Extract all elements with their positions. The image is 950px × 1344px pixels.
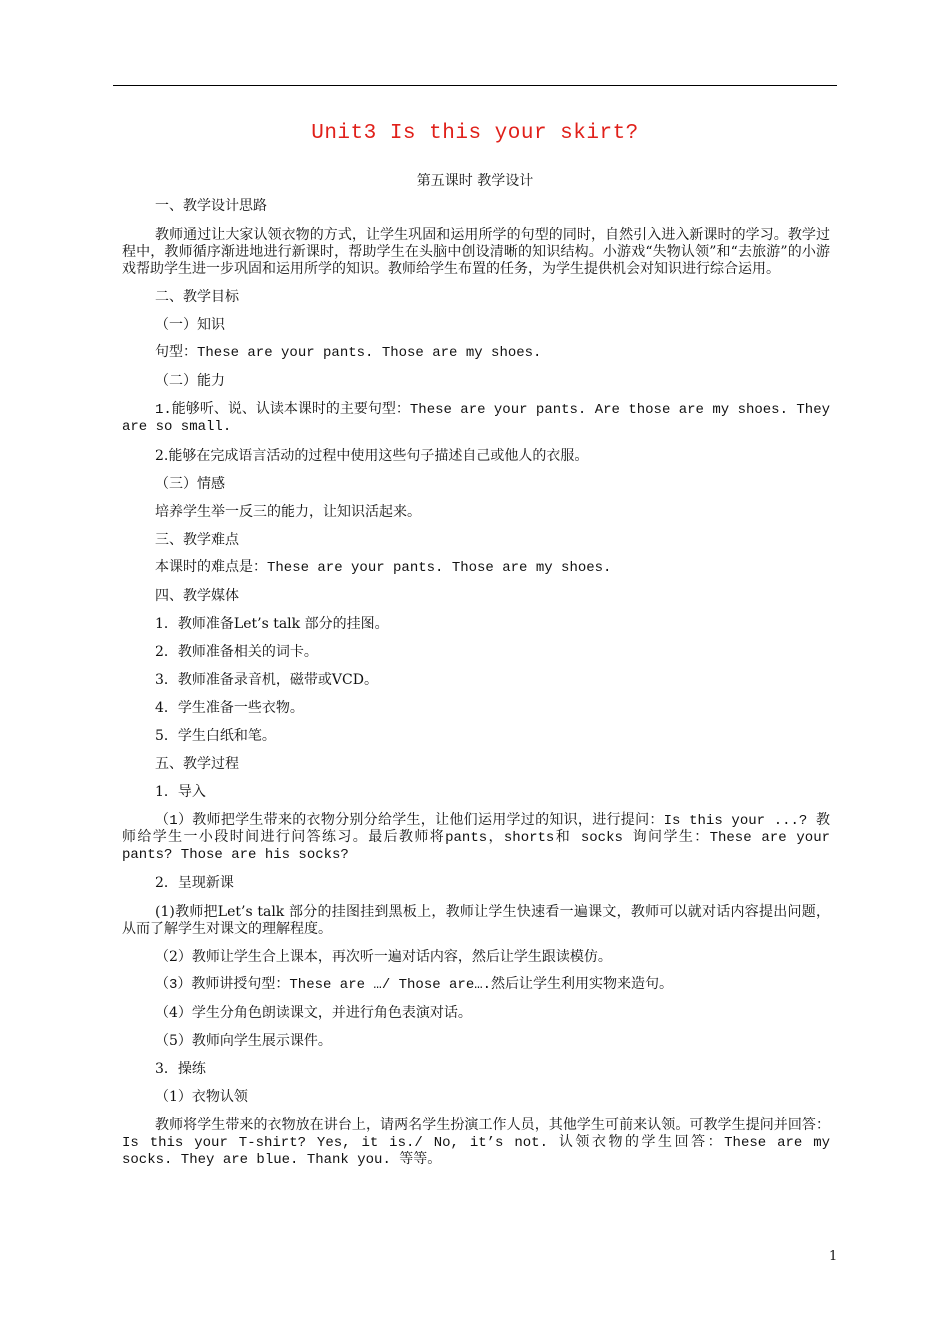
body-paragraph: 本课时的难点是：These are your pants. Those are my shoes.	[155, 560, 612, 576]
body-paragraph: 培养学生举一反三的能力，让知识活起来。	[155, 504, 421, 520]
step-heading: 3．操练	[155, 1061, 206, 1077]
list-item: 5．学生白纸和笔。	[155, 728, 276, 744]
list-item: 3．教师准备录音机，磁带或VCD。	[155, 672, 378, 688]
page-number: 1	[829, 1249, 838, 1264]
list-item: （5）教师向学生展示课件。	[155, 1033, 332, 1049]
section-heading: 一、教学设计思路	[155, 198, 267, 214]
list-item: （3）教师讲授句型：These are …/ Those are….然后让学生利用实物来造句。	[155, 977, 674, 993]
section-heading: 四、教学媒体	[155, 588, 239, 604]
body-paragraph: 2.能够在完成语言活动的过程中使用这些句子描述自己或他人的衣服。	[155, 448, 589, 464]
list-item: 4．学生准备一些衣物。	[155, 700, 304, 716]
body-paragraph: (1)教师把Let’s talk 部分的挂图挂到黑板上，教师让学生快速看一遍课文，教师可以就对话内容提出问题，从而了解学生对课文的理解程度。	[122, 904, 830, 937]
document-body	[122, 198, 830, 1169]
body-paragraph: （1）教师把学生带来的衣物分别分给学生，让他们运用学过的知识，进行提问：Is this your ...? 教师给学生一小段时间进行问答练习。最后教师将pants，shorts和 socks 询问学生：These are your pants? Those are his socks?	[122, 813, 830, 863]
section-heading: 二、教学目标	[155, 289, 239, 305]
section-heading: 五、教学过程	[155, 756, 239, 772]
subsection-heading: （一）知识	[155, 317, 225, 333]
subsection-heading: （1）衣物认领	[155, 1089, 248, 1105]
body-paragraph: 教师将学生带来的衣物放在讲台上，请两名学生扮演工作人员，其他学生可前来认领。可教学生提问并回答：Is this your T-shirt? Yes, it is./ No, it’s not. 认领衣物的学生回答：These are my socks. They are blue. Thank you. 等等。	[122, 1118, 830, 1168]
body-paragraph: 教师通过让大家认领衣物的方式，让学生巩固和运用所学的句型的同时，自然引入进入新课时的学习。教学过程中，教师循序渐进地进行新课时，帮助学生在头脑中创设清晰的知识结构。小游戏“失物认领”和“去旅游”的小游戏帮助学生进一步巩固和运用所学的知识。教师给学生布置的任务，为学生提供机会对知识进行综合运用。	[122, 227, 830, 277]
body-paragraph: 句型：These are your pants. Those are my shoes.	[155, 345, 542, 361]
list-item: 1．教师准备Let’s talk 部分的挂图。	[155, 616, 389, 632]
list-item: 2．教师准备相关的词卡。	[155, 644, 318, 660]
document-title: Unit3 Is this your skirt?	[311, 122, 639, 145]
header-rule	[113, 85, 837, 86]
step-heading: 1．导入	[155, 784, 206, 800]
list-item: （2）教师让学生合上课本，再次听一遍对话内容，然后让学生跟读模仿。	[155, 949, 612, 965]
list-item: （4）学生分角色朗读课文，并进行角色表演对话。	[155, 1005, 472, 1021]
step-heading: 2．呈现新课	[155, 875, 234, 891]
section-heading: 三、教学难点	[155, 532, 239, 548]
subsection-heading: （三）情感	[155, 476, 225, 492]
document-subtitle: 第五课时 教学设计	[416, 173, 534, 189]
body-paragraph: 1.能够听、说、认读本课时的主要句型：These are your pants. Are those are my shoes. They are so small.	[122, 402, 830, 435]
subsection-heading: （二）能力	[155, 373, 225, 389]
